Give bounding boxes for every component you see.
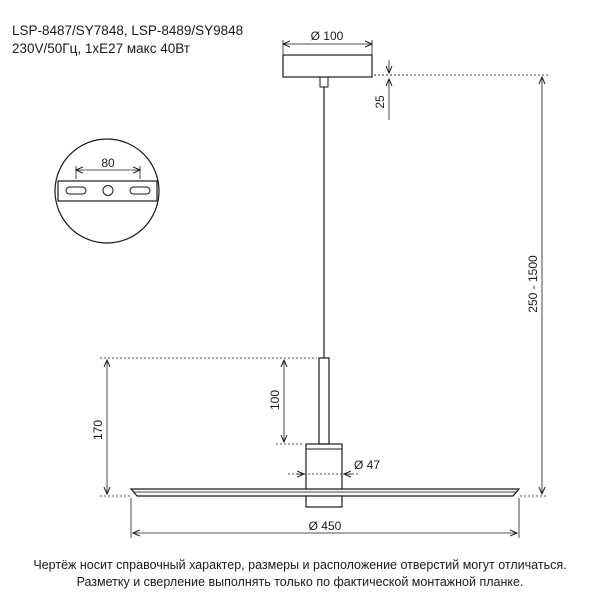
dim-suspension-length xyxy=(374,75,548,496)
footer-line-1: Чертёж носит справочный характер, размеры и расположение отверстий могут отличаться. xyxy=(33,558,567,572)
electrical-specs: 230V/50Гц, 1xE27 макс 40Вт xyxy=(12,41,190,56)
plate-slot-right xyxy=(130,187,150,194)
suspension-length-label: 250 - 1500 xyxy=(526,255,540,313)
mount-plate-width-label: 80 xyxy=(101,156,115,170)
pendant-lamp xyxy=(131,55,519,507)
shade-diameter-label: Ø 450 xyxy=(308,519,342,533)
footer-line-2: Разметку и сверление выполнять только по фактической монтажной планке. xyxy=(76,575,524,589)
model-numbers: LSP-8487/SY7848, LSP-8489/SY9848 xyxy=(12,23,244,38)
lamp-height-label: 170 xyxy=(91,419,105,441)
dim-canopy-height xyxy=(374,55,408,75)
plate-slot-left xyxy=(66,187,86,194)
canopy-connector xyxy=(320,77,328,87)
lamp-stem xyxy=(319,358,329,444)
ceiling-canopy xyxy=(283,55,372,77)
mounting-plate xyxy=(58,181,157,201)
lamp-shade xyxy=(131,489,519,496)
lamp-socket xyxy=(306,444,342,507)
canopy-height-label: 25 xyxy=(373,95,387,109)
canopy-diameter-label: Ø 100 xyxy=(310,29,344,43)
plate-center-hole xyxy=(103,186,113,196)
footer-note xyxy=(0,557,600,591)
stem-height-label: 100 xyxy=(268,389,282,411)
dim-lamp-height xyxy=(100,358,317,496)
socket-diameter-label: Ø 47 xyxy=(354,458,381,472)
detail-circle xyxy=(55,139,159,243)
mounting-plate-detail xyxy=(55,139,159,243)
